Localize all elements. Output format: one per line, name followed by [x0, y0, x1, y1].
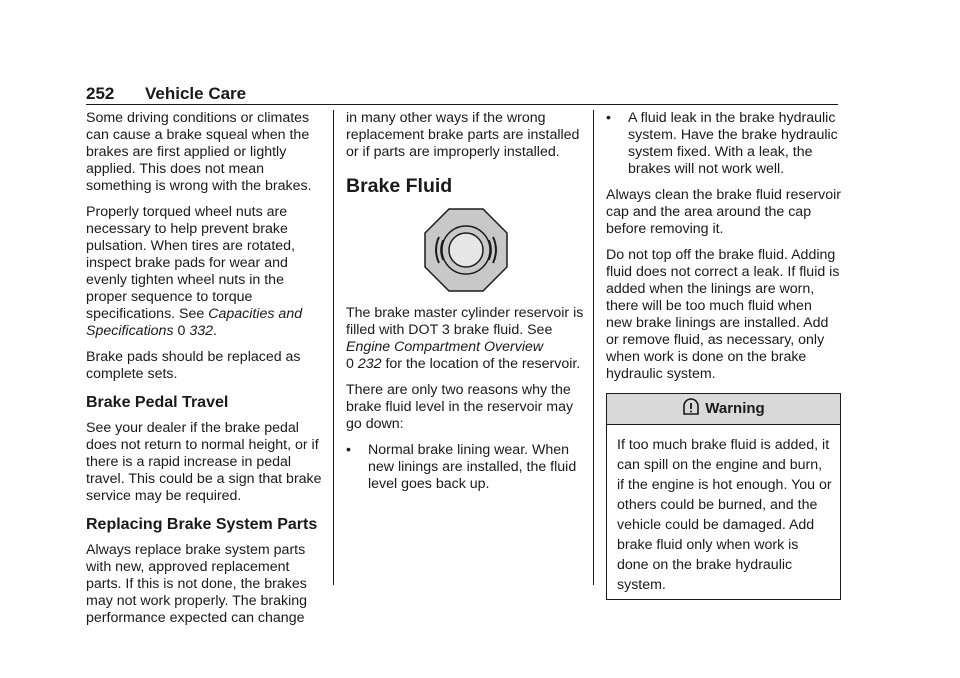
list-item: • A fluid leak in the brake hydraulic system. Have the brake hydraulic system fixed. With a leak, the brakes will not work well. [606, 110, 838, 177]
paragraph: Some driving conditions or climates can cause a brake squeal when the brakes are first applied or lightly applied. This does not mean something is wrong with the brakes. [86, 110, 312, 194]
column-divider [333, 110, 334, 585]
brake-fluid-symbol-icon [346, 207, 586, 293]
header-rule [86, 104, 838, 105]
paragraph: Do not top off the brake fluid. Adding fluid does not correct a leak. If fluid is added when the linings are worn, there will be too much fluid when new brake linings are installed. Add or remove fluid, as necessary, only when work is done on the brake hydraulic system. [606, 247, 840, 382]
warning-box [606, 393, 841, 600]
paragraph: Properly torqued wheel nuts are necessary to help prevent brake pulsation. When tires are rotated, inspect brake pads for wear and evenly tighten wheel nuts in the proper sequence to torque specifications. See Capacities and Specifications 0 332. [86, 204, 303, 339]
heading-brake-fluid: Brake Fluid [346, 175, 453, 197]
warning-header [607, 394, 840, 425]
page-ref-arrow: 0 [177, 323, 186, 339]
page-number: 252 [86, 84, 115, 103]
paragraph: There are only two reasons why the brake fluid level in the reservoir may go down: [346, 382, 574, 432]
page-ref[interactable]: 332 [189, 323, 214, 339]
page-ref[interactable]: 232 [357, 356, 382, 372]
paragraph-text: Properly torqued wheel nuts are necessary to help prevent brake pulsation. When tires are rotated, inspect brake pads for wear and evenly tighten wheel nuts in the proper sequence to torque specifications. See [86, 204, 295, 322]
column-2 [346, 110, 586, 502]
column-3 [606, 110, 841, 600]
warning-title: Warning [705, 400, 765, 417]
paragraph: The brake master cylinder reservoir is filled with DOT 3 brake fluid. See Engine Compartment Overview 0 232 for the location of the reservoir. [346, 305, 584, 372]
page-ref-arrow: 0 [346, 356, 354, 372]
warning-icon [682, 397, 700, 427]
warning-text: If too much brake fluid is added, it can spill on the engine and burn, if the engine is hot enough. You or others could be burned, and the vehicle could be damaged. Add brake fluid only when work is done on the brake hydraulic system. [617, 437, 832, 593]
paragraph: in many other ways if the wrong replacement brake parts are installed or if parts are improperly installed. [346, 110, 580, 160]
paragraph: Always clean the brake fluid reservoir cap and the area around the cap before removing it. [606, 187, 841, 237]
page-header [86, 84, 838, 104]
bullet-mark: • [346, 442, 351, 458]
bullet-mark: • [606, 110, 611, 126]
column-1 [86, 110, 326, 636]
section-title: Vehicle Care [145, 84, 247, 103]
column-divider [593, 110, 594, 585]
heading-replacing-brake-parts: Replacing Brake System Parts [86, 516, 318, 533]
paragraph: Always replace brake system parts with new, approved replacement parts. If this is not done, the brakes may not work properly. The braking performance expected can change [86, 542, 308, 626]
paragraph: Brake pads should be replaced as complete sets. [86, 349, 301, 382]
paragraph: See your dealer if the brake pedal does not return to normal height, or if there is a rapid increase in pedal travel. This could be a sign that brake service may be required. [86, 420, 322, 504]
engine-compartment-link[interactable]: Engine Compartment Overview [346, 339, 544, 355]
heading-brake-pedal-travel: Brake Pedal Travel [86, 394, 229, 411]
list-item: • Normal brake lining wear. When new linings are installed, the fluid level goes back up. [346, 442, 577, 492]
capacities-link[interactable]: Capacities and Specifications [86, 306, 303, 339]
